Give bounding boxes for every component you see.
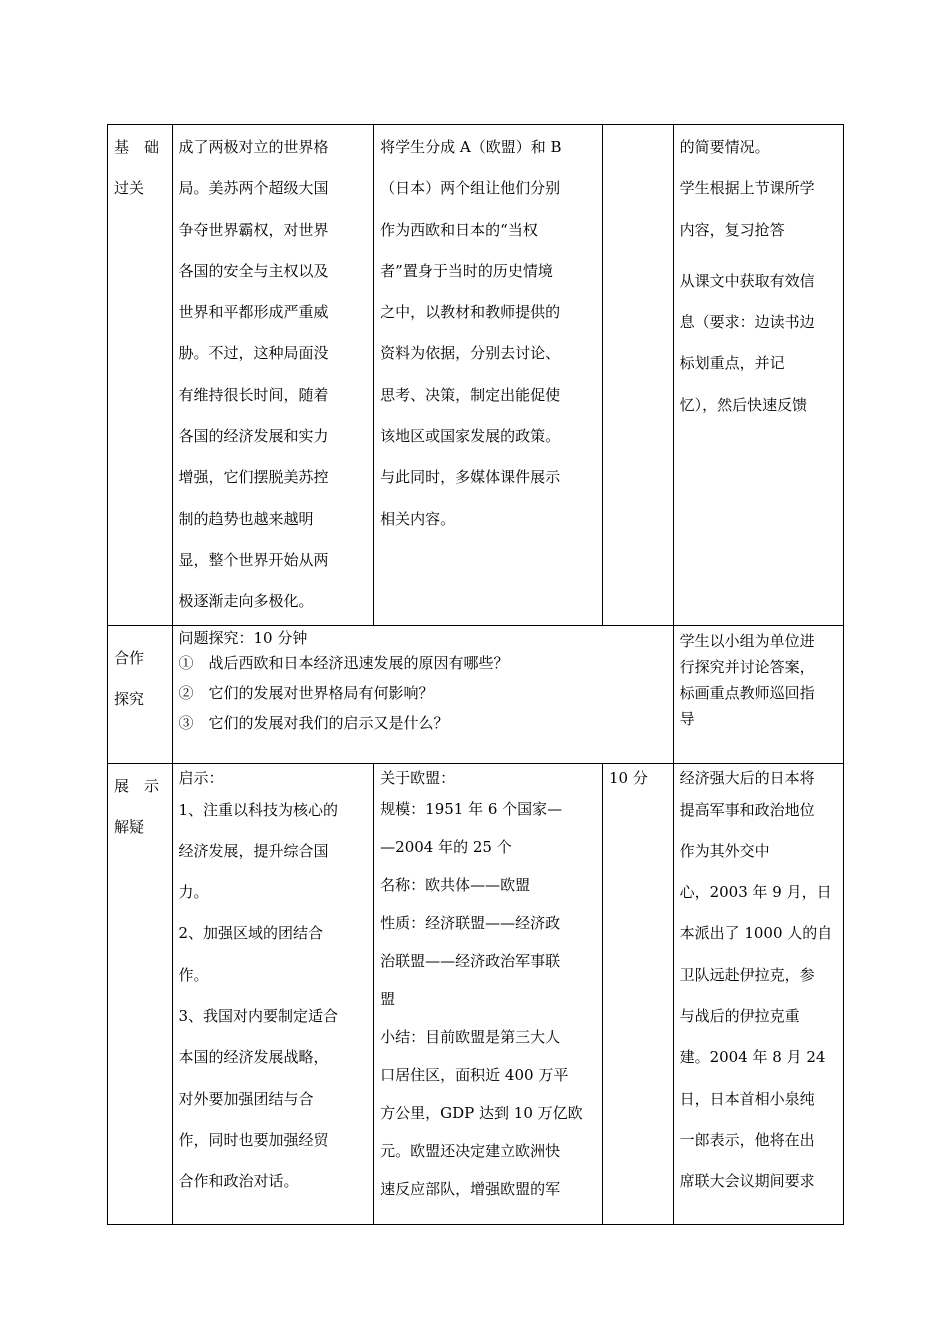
text-line: 将学生分成 A（欧盟）和 B bbox=[380, 138, 562, 156]
content-cell bbox=[172, 125, 374, 626]
inquiry-cell bbox=[172, 625, 673, 763]
question-item: ① 战后西欧和日本经济迅速发展的原因有哪些？ bbox=[178, 653, 509, 672]
table-row bbox=[108, 125, 844, 626]
text-line: 建。2004 年 8 月 24 bbox=[679, 1048, 826, 1067]
text-line: 导 bbox=[679, 709, 695, 728]
table-row bbox=[108, 763, 844, 1224]
text-line: 有维持很长时间，随着 bbox=[178, 385, 329, 404]
stage-cell bbox=[108, 125, 173, 626]
question-item: ② 它们的发展对世界格局有何影响？ bbox=[178, 683, 434, 702]
content-cell bbox=[172, 763, 374, 1224]
text-line: 席联大会议期间要求 bbox=[679, 1172, 815, 1191]
text-line: 争夺世界霸权，对世界 bbox=[178, 220, 329, 239]
text-line: 1、注重以科技为核心的 bbox=[178, 800, 339, 819]
stage-label: 解疑 bbox=[114, 817, 145, 836]
text-line: 方公里，GDP 达到 10 万亿欧 bbox=[380, 1103, 583, 1122]
text-line: （日本）两个组让他们分别 bbox=[380, 179, 561, 198]
stage-label: 探究 bbox=[114, 689, 145, 708]
text-line: 规模：1951 年 6 个国家— bbox=[380, 799, 563, 818]
text-line: 心，2003 年 9 月，日 bbox=[679, 883, 832, 902]
lesson-plan-table bbox=[107, 124, 844, 1225]
text-line: 治联盟——经济政治军事联 bbox=[380, 951, 561, 970]
text-line: 名称：欧共体——欧盟 bbox=[380, 875, 531, 894]
text-line: 与此同时，多媒体课件展示 bbox=[380, 468, 561, 487]
student-activity-cell bbox=[673, 125, 843, 626]
text-line: 合作和政治对话。 bbox=[178, 1172, 299, 1191]
text-line: 从课文中获取有效信 bbox=[679, 271, 815, 290]
table-row bbox=[108, 625, 844, 763]
text-line: 各国的经济发展和实力 bbox=[178, 427, 329, 446]
text-line: 经济发展，提升综合国 bbox=[178, 841, 329, 860]
text-line: 制的趋势也越来越明 bbox=[178, 509, 314, 528]
text-line: 学生以小组为单位进 bbox=[679, 631, 815, 650]
text-line: 一郎表示，他将在出 bbox=[679, 1130, 815, 1149]
text-line: 内容，复习抢答 bbox=[679, 220, 785, 239]
text-line: 学生根据上节课所学 bbox=[679, 179, 815, 198]
text-line: 作，同时也要加强经贸 bbox=[178, 1130, 329, 1149]
text-line: 的简要情况。 bbox=[679, 138, 770, 156]
text-line: 世界和平都形成严重威 bbox=[178, 303, 329, 322]
teacher-activity-cell bbox=[374, 763, 603, 1224]
text-line: 成了两极对立的世界格 bbox=[178, 138, 329, 156]
teacher-activity-cell bbox=[374, 125, 603, 626]
student-activity-cell bbox=[673, 625, 843, 763]
text-line: 3、我国对内要制定适合 bbox=[178, 1007, 339, 1026]
text-line: 本派出了 1000 人的自 bbox=[679, 924, 833, 943]
text-line: 显，整个世界开始从两 bbox=[178, 550, 329, 569]
text-line: 者”置身于当时的历史情境 bbox=[380, 261, 553, 280]
text-line: 局。美苏两个超级大国 bbox=[178, 179, 329, 198]
time-cell bbox=[603, 125, 674, 626]
text-line: —2004 年的 25 个 bbox=[380, 837, 512, 856]
text-line: 思考、决策，制定出能促使 bbox=[380, 385, 561, 404]
text-line: 元。欧盟还决定建立欧洲快 bbox=[380, 1141, 561, 1160]
spacer bbox=[680, 251, 837, 261]
text-line: 经济强大后的日本将 bbox=[679, 768, 815, 787]
text-line: 性质：经济联盟——经济政 bbox=[380, 913, 561, 932]
text-line: 息（要求：边读书边 bbox=[679, 313, 815, 332]
text-line: 忆），然后快速反馈 bbox=[679, 395, 808, 414]
text-line: 小结：目前欧盟是第三大人 bbox=[380, 1027, 561, 1046]
text-line: 提高军事和政治地位 bbox=[679, 800, 815, 819]
stage-label: 展 示 bbox=[114, 776, 160, 795]
student-activity-cell bbox=[673, 763, 843, 1224]
text-line: 卫队远赴伊拉克，参 bbox=[679, 965, 815, 984]
text-line: 增强，它们摆脱美苏控 bbox=[178, 468, 329, 487]
text-line: 各国的安全与主权以及 bbox=[178, 261, 329, 280]
stage-label: 基 础 bbox=[114, 138, 160, 156]
stage-cell bbox=[108, 763, 173, 1224]
text-line: 标划重点，并记 bbox=[679, 354, 785, 373]
text-line: 关于欧盟： bbox=[380, 768, 456, 787]
text-line: 对外要加强团结与合 bbox=[178, 1089, 314, 1108]
text-line: 作为其外交中 bbox=[679, 841, 770, 860]
text-line: 该地区或国家发展的政策。 bbox=[380, 427, 561, 446]
text-line: 之中，以教材和教师提供的 bbox=[380, 303, 561, 322]
time-cell bbox=[603, 763, 674, 1224]
text-line: 行探究并讨论答案， bbox=[679, 657, 815, 676]
stage-label: 合作 bbox=[114, 648, 145, 667]
text-line: 口居住区，面积近 400 万平 bbox=[380, 1065, 569, 1084]
stage-cell bbox=[108, 625, 173, 763]
text-line: 日，日本首相小泉纯 bbox=[679, 1089, 815, 1108]
text-line: 作为西欧和日本的“当权 bbox=[380, 220, 538, 239]
text-line: 力。 bbox=[178, 883, 209, 902]
text-line: 极逐渐走向多极化。 bbox=[178, 592, 314, 611]
question-item: ③ 它们的发展对我们的启示又是什么？ bbox=[178, 713, 449, 732]
inquiry-heading: 问题探究：10 分钟 bbox=[178, 628, 308, 647]
text-line: 标画重点教师巡回指 bbox=[679, 683, 815, 702]
text-line: 作。 bbox=[178, 965, 209, 984]
text-line: 与战后的伊拉克重 bbox=[679, 1007, 800, 1026]
stage-label: 过关 bbox=[114, 179, 145, 198]
text-line: 相关内容。 bbox=[380, 509, 456, 528]
text-line: 资料为依据，分别去讨论、 bbox=[380, 344, 561, 363]
text-line: 启示： bbox=[178, 768, 224, 787]
text-line: 盟 bbox=[380, 989, 396, 1008]
text-line: 2、加强区域的团结合 bbox=[178, 924, 324, 943]
text-line: 速反应部队，增强欧盟的军 bbox=[380, 1179, 561, 1198]
time-value: 10 分 bbox=[609, 768, 648, 787]
text-line: 本国的经济发展战略， bbox=[178, 1048, 329, 1067]
text-line: 胁。不过，这种局面没 bbox=[178, 344, 329, 363]
